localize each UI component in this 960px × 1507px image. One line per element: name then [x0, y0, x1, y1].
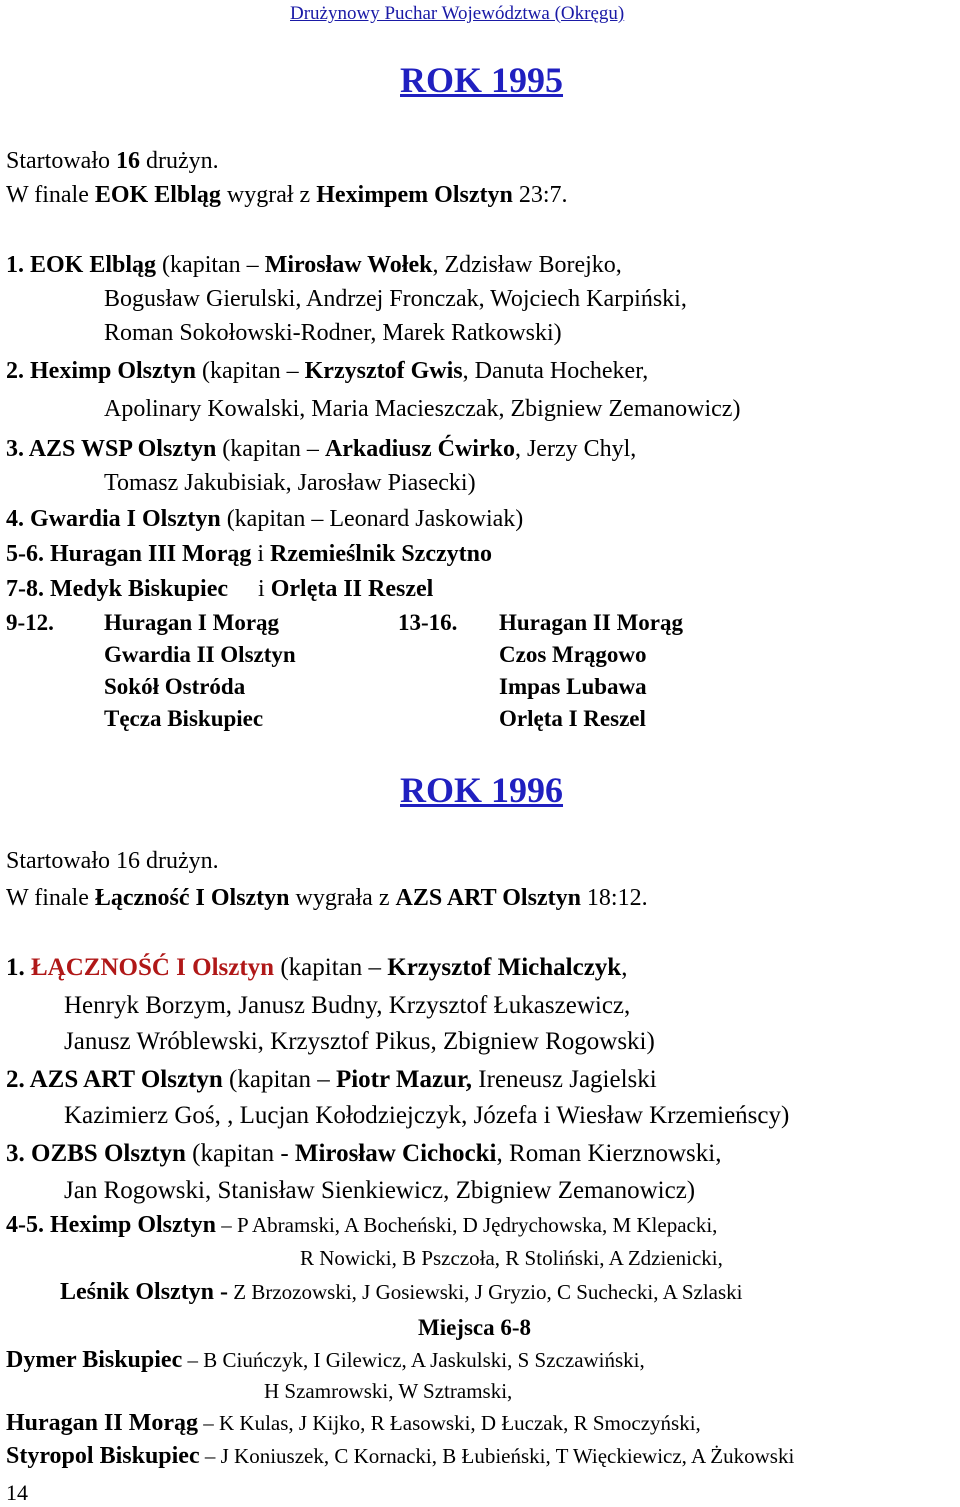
entry-1995-7-8: 7-8. Medyk Biskupiec i Orlęta II Reszel — [6, 576, 434, 602]
entry-1996-1-line3: Janusz Wróblewski, Krzysztof Pikus, Zbigniew Rogowski) — [64, 1028, 655, 1055]
entry-1995-5-6: 5-6. Huragan III Morąg i Rzemieślnik Szczytno — [6, 541, 492, 567]
places-13-16-label: 13-16. — [398, 610, 458, 635]
team-9-12-c: Sokół Ostróda — [104, 674, 246, 699]
entry-1996-4-5-line2: R Nowicki, B Pszczoła, R Stoliński, A Zdzienicki, — [300, 1246, 723, 1270]
team-13-16-a: Huragan II Morąg — [499, 610, 683, 635]
team-13-16-c: Impas Lubawa — [499, 674, 647, 699]
entry-1996-styropol: Styropol Biskupiec – J Koniuszek, C Kornacki, B Łubieński, T Więckiewicz, A Żukowski — [6, 1443, 795, 1469]
team-9-12-d: Tęcza Biskupiec — [104, 706, 264, 731]
year-1996-title: ROK 1996 — [400, 770, 564, 810]
entry-1995-4: 4. Gwardia I Olsztyn (kapitan – Leonard Jaskowiak) — [6, 506, 524, 532]
started-1995: Startowało 16 drużyn. — [6, 148, 219, 174]
team-13-16-b: Czos Mrągowo — [499, 642, 647, 667]
team-13-16-d: Orlęta I Reszel — [499, 706, 646, 731]
entry-1995-1-line3: Roman Sokołowski-Rodner, Marek Ratkowski) — [104, 320, 562, 346]
entry-1996-2-line2: Kazimierz Goś, , Lucjan Kołodziejczyk, Józefa i Wiesław Krzemieńscy) — [64, 1102, 790, 1129]
entry-1995-3: 3. AZS WSP Olsztyn (kapitan – Arkadiusz Ćwirko, Jerzy Chyl, — [6, 436, 637, 462]
entry-1995-1: 1. EOK Elbląg (kapitan – Mirosław Wołek, Zdzisław Borejko, — [6, 252, 622, 278]
places-6-8-heading: Miejsca 6-8 — [418, 1315, 532, 1340]
places-9-12-label: 9-12. — [6, 610, 54, 635]
entry-1996-huragan: Huragan II Morąg – K Kulas, J Kijko, R Łasowski, D Łuczak, R Smoczyński, — [6, 1410, 701, 1436]
entry-1996-dymer: Dymer Biskupiec – B Ciuńczyk, I Gilewicz, A Jaskulski, S Szczawiński, — [6, 1347, 645, 1373]
entry-1996-4-5: 4-5. Heximp Olsztyn – P Abramski, A Bocheński, D Jędrychowska, M Klepacki, — [6, 1212, 718, 1238]
team-9-12-b: Gwardia II Olsztyn — [104, 642, 296, 667]
page-header: Drużynowy Puchar Województwa (Okręgu) — [290, 3, 625, 24]
team-9-12-a: Huragan I Morąg — [104, 610, 280, 635]
final-1996: W finale Łączność I Olsztyn wygrała z AZS ART Olsztyn 18:12. — [6, 885, 648, 911]
entry-1996-3-line2: Jan Rogowski, Stanisław Sienkiewicz, Zbigniew Zemanowicz) — [64, 1177, 696, 1204]
page-number: 14 — [6, 1480, 28, 1505]
entry-1995-3-line2: Tomasz Jakubisiak, Jarosław Piasecki) — [104, 470, 476, 496]
started-1996: Startowało 16 drużyn. — [6, 848, 219, 874]
entry-1995-2: 2. Heximp Olsztyn (kapitan – Krzysztof Gwis, Danuta Hocheker, — [6, 358, 649, 384]
entry-1996-dymer-line2: H Szamrowski, W Sztramski, — [264, 1379, 513, 1403]
entry-1996-lesnik: Leśnik Olsztyn - Z Brzozowski, J Gosiewski, J Gryzio, C Suchecki, A Szlaski — [60, 1279, 743, 1305]
final-1995: W finale EOK Elbląg wygrał z Heximpem Olsztyn 23:7. — [6, 182, 568, 208]
year-1995-title: ROK 1995 — [400, 60, 564, 100]
entry-1995-1-line2: Bogusław Gierulski, Andrzej Fronczak, Wojciech Karpiński, — [104, 286, 687, 312]
entry-1996-3: 3. OZBS Olsztyn (kapitan - Mirosław Cichocki, Roman Kierznowski, — [6, 1140, 722, 1167]
entry-1996-1-line2: Henryk Borzym, Janusz Budny, Krzysztof Łukaszewicz, — [64, 992, 631, 1019]
entry-1996-1: 1. ŁĄCZNOŚĆ I Olsztyn (kapitan – Krzysztof Michalczyk, — [6, 954, 628, 981]
entry-1995-2-line2: Apolinary Kowalski, Maria Macieszczak, Zbigniew Zemanowicz) — [104, 396, 741, 422]
entry-1996-2: 2. AZS ART Olsztyn (kapitan – Piotr Mazur, Ireneusz Jagielski — [6, 1066, 657, 1093]
